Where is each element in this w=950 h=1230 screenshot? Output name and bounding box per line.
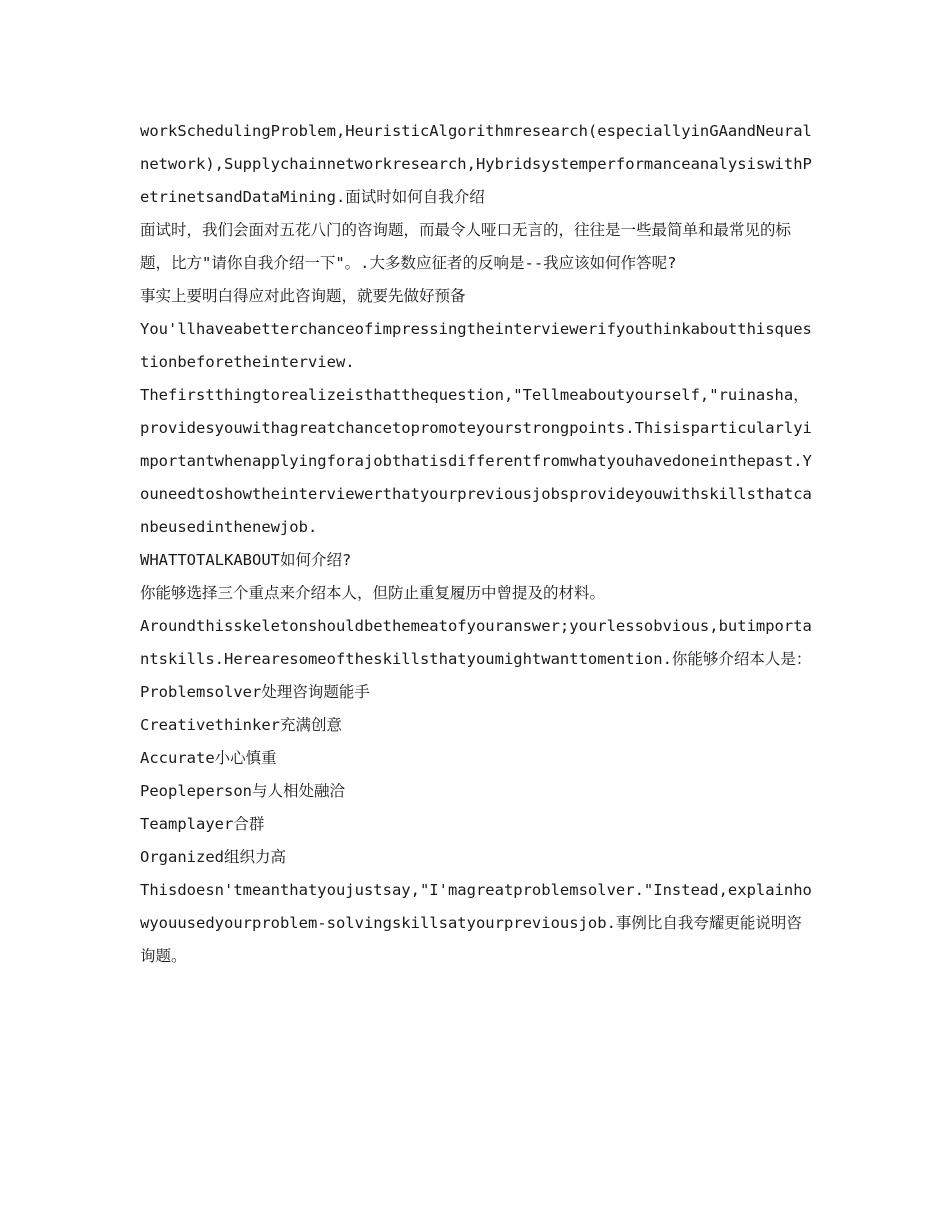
section-heading-what-to-talk-about: WHATTOTALKABOUT如何介绍? [140,551,352,569]
skill-item-organized: Organized组织力高 [140,848,286,866]
paragraph-1: workSchedulingProblem,HeuristicAlgorithmresearch(especiallyinGAandNeuralnetwork),Supplychainnetworkresearch,HybridsystemperformanceanalysiswithPetrinetsandDataMining.面试时如何自我介绍 [140,122,812,206]
paragraph-2: 面试时，我们会面对五花八门的咨询题，而最令人哑口无言的，往往是一些最简单和最常见的标题，比方"请你自我介绍一下"。.大多数应征者的反响是--我应该如何作答呢? [140,221,792,272]
paragraph-4: You'llhaveabetterchanceofimpressingtheinterviewerifyouthinkaboutthisquestionbeforetheinterview. [140,320,812,371]
skill-item-accurate: Accurate小心慎重 [140,749,277,767]
skill-item-problem-solver: Problemsolver处理咨询题能手 [140,683,370,701]
paragraph-5: Thefirstthingtorealizeisthatthequestion,"Tellmeaboutyourself,"ruinasha，providesyouwithagreatchancetopromoteyourstrongpoints.Thisisparticularlyimportantwhenapplyingforajobthatisdifferentfromwhatyouhavedoneinthepast.Youneedtoshowtheinterviewerthatyourpreviousjobsprovideyouwithskillsthatcanbeusedinthenewjob. [140,386,812,536]
paragraph-7: 你能够选择三个重点来介绍本人，但防止重复履历中曾提及的材料。 [140,584,606,602]
skill-item-team-player: Teamplayer合群 [140,815,265,833]
paragraph-8: Aroundthisskeletonshouldbethemeatofyouranswer;yourlessobvious,butimportantskills.Herearesomeoftheskillsthatyoumightwanttomention.你能够介绍本人是： [140,617,812,668]
document-body [140,115,812,973]
paragraph-15: Thisdoesn'tmeanthatyoujustsay,"I'magreatproblemsolver."Instead,explainhowyouusedyourproblem-solvingskillsatyourpreviousjob.事例比自我夸耀更能说明咨询题。 [140,881,812,965]
skill-item-creative-thinker: Creativethinker充满创意 [140,716,342,734]
paragraph-3: 事实上要明白得应对此咨询题，就要先做好预备 [140,287,466,305]
skill-item-people-person: Peopleperson与人相处融洽 [140,782,345,800]
